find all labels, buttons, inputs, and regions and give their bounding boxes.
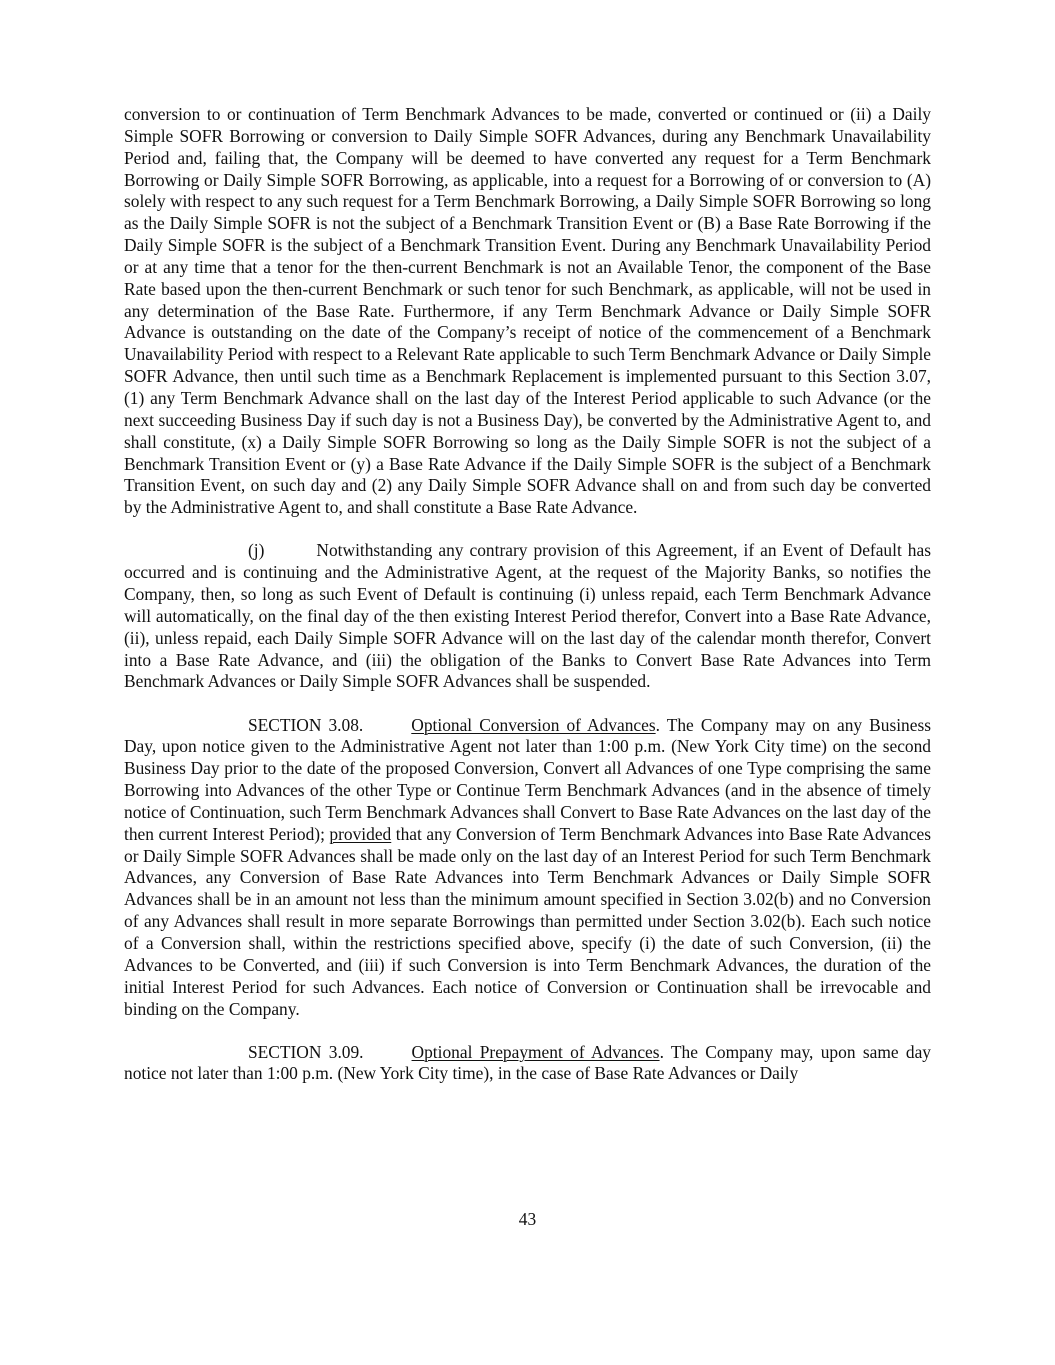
section-3-09: [124, 1042, 931, 1086]
section-3-09-text: . The Company may, upon same day notice not later than 1:00 p.m. (New York City time), in the case of Base Rate Advances or Daily: [124, 1041, 932, 1084]
section-3-08-text-before: . The Company may on any Business Day, upon notice given to the Administrative Agent not later than 1:00 p.m. (New York City time) on the second Business Day prior to the date of the proposed Conversion, Convert all Advances of one Type comprising the same Borrowing into Advances of the other Type or Continue Term Benchmark Advances (and in the absence of timely notice of Continuation, such Term Benchmark Advances shall Convert to Base Rate Advances on the last day of the then current Interest Period);: [124, 714, 931, 844]
section-3-08-number: SECTION 3.08.: [248, 714, 364, 735]
paragraph-j: [124, 540, 931, 693]
document-page: [124, 104, 931, 1085]
paragraph-j-marker: (j): [248, 540, 265, 561]
page-number: 43: [518, 1209, 537, 1229]
provided-term: provided: [329, 823, 392, 844]
section-3-08-text-after: that any Conversion of Term Benchmark Advances into Base Rate Advances or Daily Simple SOFR Advances shall be made only on the last day of an Interest Period for such Term Benchmark Advances, any Conversion of Base Rate Advances into Term Benchmark Advances or Daily Simple SOFR Advances shall be in an amount not less than the minimum amount specified in Section 3.02(b) and no Conversion of any Advances shall result in more separate Borrowings than permitted under Section 3.02(b). Each such notice of a Conversion shall, within the restrictions specified above, specify (i) the date of such Conversion, (ii) the Advances to be Converted, and (iii) if such Conversion is into Term Benchmark Advances, the duration of the initial Interest Period for such Advances. Each notice of Conversion or Continuation shall be irrevocable and binding on the Company.: [124, 823, 932, 1019]
section-3-08-heading: Optional Conversion of Advances: [411, 714, 656, 735]
paragraph-continuation: conversion to or continuation of Term Benchmark Advances to be made, converted or continued or (ii) a Daily Simple SOFR Borrowing or conversion to Daily Simple SOFR Advances, during any Benchmark Unavailability Period and, failing that, the Company will be deemed to have converted any request for a Term Benchmark Borrowing or Daily Simple SOFR Borrowing, as applicable, into a request for a Borrowing of or conversion to (A) solely with respect to any such request for a Term Benchmark Borrowing, a Daily Simple SOFR Borrowing so long as the Daily Simple SOFR is not the subject of a Benchmark Transition Event or (B) a Base Rate Borrowing if the Daily Simple SOFR is the subject of a Benchmark Transition Event. During any Benchmark Unavailability Period or at any time that a tenor for the then-current Benchmark is not an Available Tenor, the component of the Base Rate based upon the then-current Benchmark or such tenor for such Benchmark, as applicable, will not be used in any determination of the Base Rate. Furthermore, if any Term Benchmark Advance or Daily Simple SOFR Advance is outstanding on the date of the Company’s receipt of notice of the commencement of a Benchmark Unavailability Period with respect to a Relevant Rate applicable to such Term Benchmark Advance or Daily Simple SOFR Advance, then until such time as a Benchmark Replacement is implemented pursuant to this Section 3.07, (1) any Term Benchmark Advance shall on the last day of the Interest Period applicable to such Advance (or the next succeeding Business Day if such day is not a Business Day), be converted by the Administrative Agent to, and shall constitute, (x) a Daily Simple SOFR Borrowing so long as the Daily Simple SOFR is not the subject of a Benchmark Transition Event or (y) a Base Rate Advance if the Daily Simple SOFR is the subject of a Benchmark Transition Event, on such day and (2) any Daily Simple SOFR Advance shall on and from such day be converted by the Administrative Agent to, and shall constitute a Base Rate Advance.: [124, 104, 931, 518]
section-3-09-number: SECTION 3.09.: [248, 1041, 364, 1062]
section-3-08: [124, 715, 931, 1021]
section-3-09-heading: Optional Prepayment of Advances: [411, 1041, 660, 1062]
paragraph-j-text: Notwithstanding any contrary provision of this Agreement, if an Event of Default has occurred and is continuing and the Administrative Agent, at the request of the Majority Banks, so notifies the Company, then, so long as such Event of Default is continuing (i) unless repaid, each Term Benchmark Advance will automatically, on the final day of the then existing Interest Period therefor, Convert into a Base Rate Advance, (ii), unless repaid, each Daily Simple SOFR Advance will on the last day of the calendar month therefor, Convert into a Base Rate Advance, and (iii) the obligation of the Banks to Convert Base Rate Advances into Term Benchmark Advances or Daily Simple SOFR Advances shall be suspended.: [124, 540, 931, 692]
